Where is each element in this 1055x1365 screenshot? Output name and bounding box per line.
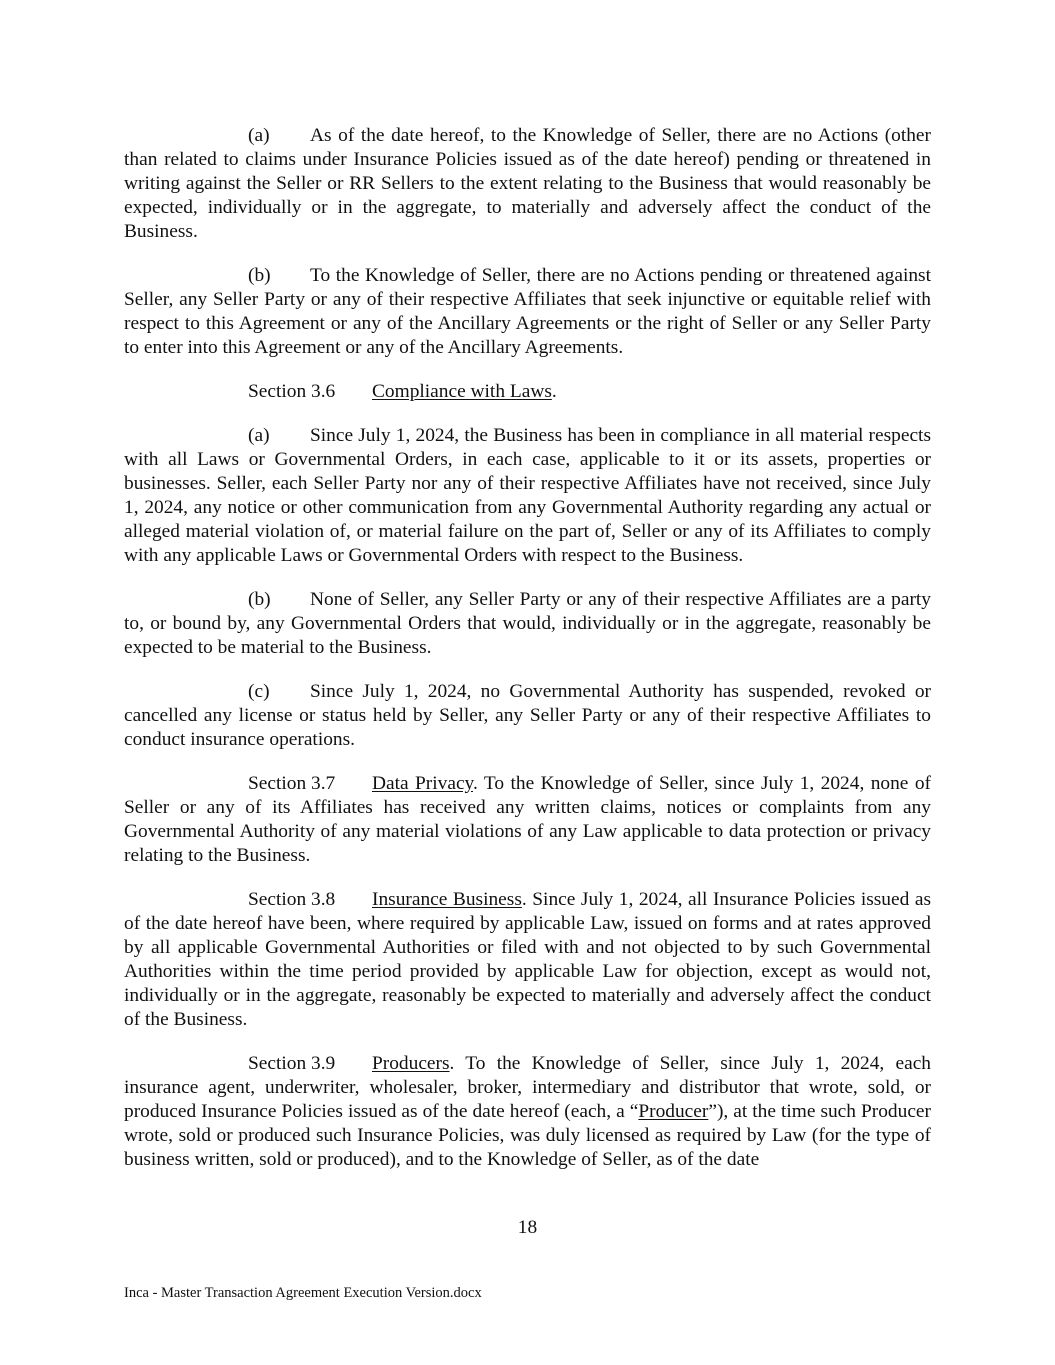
- section-3-9: [124, 1052, 931, 1172]
- paragraph-3-5-a: [124, 124, 931, 244]
- section-text: . To the Knowledge of Seller, since July 1, 2024, each insurance agent, underwriter, wholesaler, broker, intermediary and distributor that wrote, sold, or produced Insurance Policies issued as of the date hereof (each, a “: [124, 1053, 931, 1122]
- document-body: [124, 124, 931, 1192]
- clause-text: None of Seller, any Seller Party or any of their respective Affiliates are a party to, or bound by, any Governmental Orders that would, individually or in the aggregate, reasonably be expected to be material to the Business.: [124, 589, 931, 658]
- section-title: Compliance with Laws: [372, 381, 552, 402]
- page-number: 18: [517, 1217, 538, 1238]
- section-3-7: [124, 772, 931, 868]
- clause-label: (a): [248, 125, 270, 146]
- section-3-6-heading: [124, 380, 931, 404]
- section-text: . To the Knowledge of Seller, since July 1, 2024, none of Seller or any of its Affiliates has received any written claims, notices or complaints from any Governmental Authority of any material violations of any Law applicable to data protection or privacy relating to the Business.: [124, 773, 931, 866]
- section-number: Section 3.6: [248, 381, 336, 402]
- document-footer: Inca - Master Transaction Agreement Execution Version.docx: [124, 1285, 482, 1301]
- clause-text: To the Knowledge of Seller, there are no Actions pending or threatened against Seller, any Seller Party or any of their respective Affiliates that seek injunctive or equitable relief with respect to this Agreement or any of the Ancillary Agreements or the right of Seller or any Seller Party to enter into this Agreement or any of the Ancillary Agreements.: [124, 265, 931, 358]
- clause-label: (a): [248, 425, 270, 446]
- section-text: . Since July 1, 2024, all Insurance Policies issued as of the date hereof have been, where required by applicable Law, issued on forms and at rates approved by all applicable Governmental Authorities or filed with and not objected to by such Governmental Authorities within the time period provided by applicable Law for objection, except as would not, individually or in the aggregate, reasonably be expected to materially and adversely affect the conduct of the Business.: [124, 889, 931, 1030]
- section-text-continued: ”), at the time such Producer wrote, sold or produced such Insurance Policies, was duly licensed as required by Law (for the type of business written, sold or produced), and to the Knowledge of Seller, as of the date: [124, 1101, 931, 1170]
- defined-term: Producer: [638, 1101, 709, 1122]
- clause-text: As of the date hereof, to the Knowledge of Seller, there are no Actions (other than related to claims under Insurance Policies issued as of the date hereof) pending or threatened in writing against the Seller or RR Sellers to the extent relating to the Business that would reasonably be expected, individually or in the aggregate, to materially and adversely affect the conduct of the Business.: [124, 125, 931, 242]
- clause-label: (b): [248, 265, 271, 286]
- section-number: Section 3.8: [248, 889, 336, 910]
- clause-text: Since July 1, 2024, no Governmental Authority has suspended, revoked or cancelled any license or status held by Seller, any Seller Party or any of their respective Affiliates to conduct insurance operations.: [124, 681, 931, 750]
- section-title-period: .: [551, 381, 557, 402]
- section-title: Producers: [372, 1053, 450, 1074]
- paragraph-3-6-a: [124, 424, 931, 568]
- clause-label: (c): [248, 681, 270, 702]
- section-number: Section 3.7: [248, 773, 336, 794]
- section-number: Section 3.9: [248, 1053, 336, 1074]
- paragraph-3-6-b: [124, 588, 931, 660]
- section-title: Data Privacy: [372, 773, 473, 794]
- section-title: Insurance Business: [372, 889, 522, 910]
- clause-label: (b): [248, 589, 271, 610]
- clause-text: Since July 1, 2024, the Business has been in compliance in all material respects with all Laws or Governmental Orders, in each case, applicable to it or its assets, properties or businesses. Seller, each Seller Party nor any of their respective Affiliates have not received, since July 1, 2024, any notice or other communication from any Governmental Authority regarding any actual or alleged material violation of, or material failure on the part of, Seller or any of its Affiliates to comply with any applicable Laws or Governmental Orders with respect to the Business.: [124, 425, 931, 566]
- paragraph-3-5-b: [124, 264, 931, 360]
- paragraph-3-6-c: [124, 680, 931, 752]
- section-3-8: [124, 888, 931, 1032]
